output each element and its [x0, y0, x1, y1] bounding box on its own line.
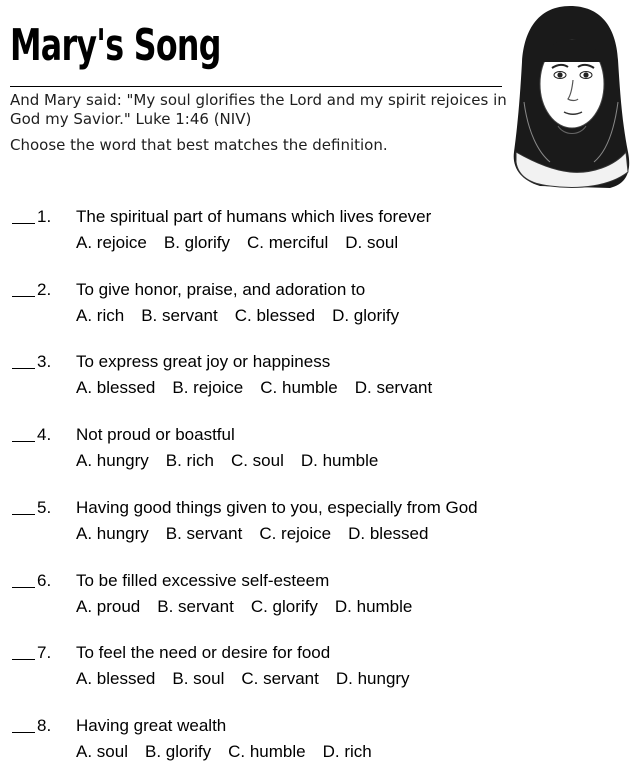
answer-option: D. hungry [335, 669, 410, 689]
question-definition: To express great joy or happiness [76, 352, 331, 372]
answer-option: B. glorify [144, 741, 212, 761]
answer-options [76, 451, 395, 471]
question-item [10, 716, 630, 770]
answer-options [76, 742, 389, 762]
mary-portrait-icon [510, 2, 632, 190]
answer-option: C. humble [228, 741, 306, 761]
answer-blank[interactable] [12, 514, 35, 515]
question-number: 3. [37, 352, 52, 372]
question-definition: The spiritual part of humans which lives forever [76, 207, 432, 226]
answer-option: C. humble [260, 378, 338, 398]
question-item [10, 425, 630, 479]
answer-option: C. glorify [250, 596, 318, 616]
instructions: Choose the word that best matches the definition. [10, 136, 388, 154]
answer-option: A. hungry [76, 451, 149, 471]
answer-blank[interactable] [12, 587, 35, 588]
question-definition: Having great wealth [76, 715, 227, 735]
answer-blank[interactable] [12, 659, 35, 660]
question-item [10, 280, 630, 334]
answer-blank[interactable] [12, 296, 35, 297]
answer-option: D. rich [322, 741, 372, 761]
answer-option: C. blessed [234, 305, 316, 325]
question-definition: Having good things given to you, especially from God [76, 497, 478, 517]
question-number: 1. [37, 207, 52, 226]
question-number: 2. [37, 279, 52, 299]
question-item [10, 352, 630, 406]
answer-option: B. servant [165, 523, 243, 543]
answer-options [76, 233, 415, 253]
answer-options [76, 524, 445, 544]
question-number: 7. [37, 643, 52, 663]
question-definition: To feel the need or desire for food [76, 643, 331, 663]
scripture-verse: And Mary said: "My soul glorifies the Lord and my spirit rejoices in God my Savior." Luke 1:46 (NIV) [10, 91, 507, 128]
question-item [10, 571, 630, 625]
answer-option: A. proud [76, 596, 141, 616]
answer-option: A. rejoice [76, 233, 147, 252]
answer-blank[interactable] [12, 223, 35, 224]
question-number: 5. [37, 497, 52, 517]
answer-options [76, 597, 429, 617]
answer-option: A. soul [76, 741, 128, 761]
question-item [10, 498, 630, 552]
question-number: 8. [37, 715, 52, 735]
answer-option: C. soul [230, 451, 284, 471]
answer-option: C. rejoice [259, 523, 332, 543]
answer-blank[interactable] [12, 441, 35, 442]
question-item [10, 643, 630, 697]
answer-option: D. humble [334, 596, 413, 616]
answer-option: A. blessed [76, 378, 156, 398]
answer-option: D. blessed [348, 523, 429, 543]
answer-option: B. rich [165, 451, 214, 471]
question-number: 6. [37, 570, 52, 590]
answer-option: C. merciful [247, 233, 329, 252]
answer-option: B. glorify [163, 233, 231, 252]
answer-option: D. humble [300, 451, 379, 471]
page-title: Mary's Song [10, 20, 221, 71]
question-item [10, 207, 630, 261]
answer-option: D. servant [354, 378, 433, 398]
answer-option: C. servant [241, 669, 319, 689]
answer-options [76, 378, 449, 398]
question-definition: To give honor, praise, and adoration to [76, 279, 366, 299]
answer-option: B. servant [157, 596, 234, 616]
answer-blank[interactable] [12, 368, 35, 369]
answer-option: D. glorify [332, 305, 400, 325]
answer-options [76, 306, 416, 326]
answer-blank[interactable] [12, 732, 35, 733]
answer-option: A. blessed [76, 669, 156, 689]
question-number: 4. [37, 425, 52, 445]
question-definition: To be filled excessive self-esteem [76, 570, 330, 590]
title-divider [10, 86, 502, 87]
answer-option: B. soul [172, 669, 225, 689]
question-definition: Not proud or boastful [76, 425, 235, 445]
answer-option: A. hungry [76, 523, 149, 543]
answer-option: A. rich [76, 305, 125, 325]
answer-options [76, 669, 427, 689]
answer-option: B. rejoice [172, 378, 244, 398]
answer-option: B. servant [141, 305, 218, 325]
answer-option: D. soul [345, 233, 399, 252]
